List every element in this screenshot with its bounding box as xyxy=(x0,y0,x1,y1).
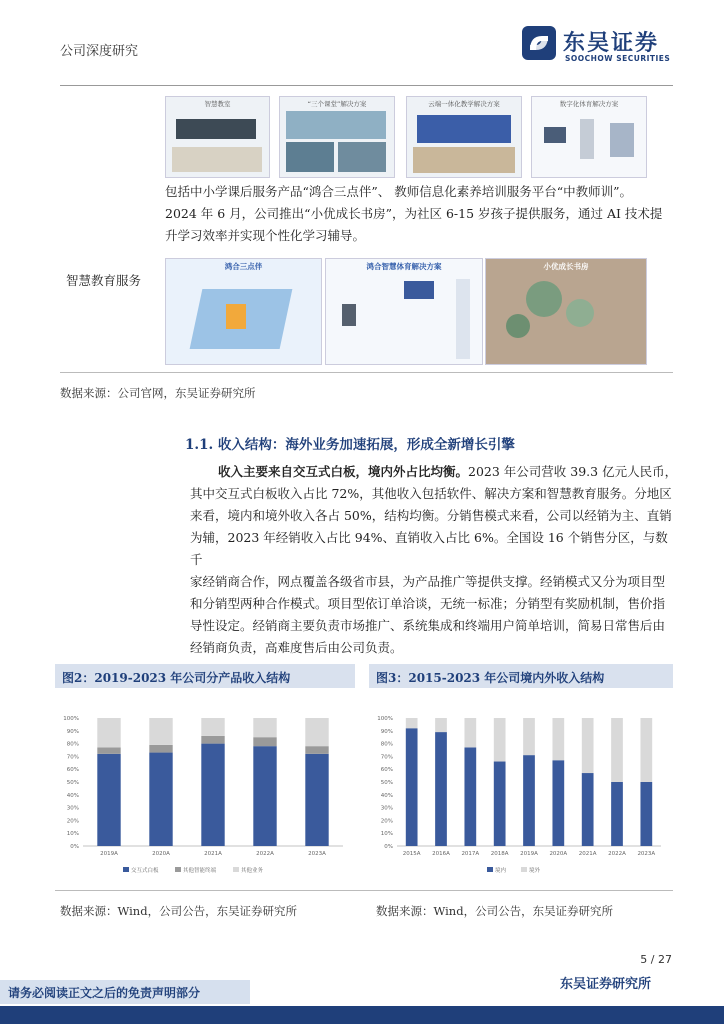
y-tick-label: 70% xyxy=(66,754,79,761)
bar-2021A-1 xyxy=(582,718,594,773)
legend-label: 境内 xyxy=(495,868,507,874)
bar-2018A-0 xyxy=(494,762,506,846)
fig3-chart xyxy=(369,712,673,888)
bar-2019A-2 xyxy=(97,718,120,747)
y-tick-label: 100% xyxy=(63,716,79,722)
bar-2020A-0 xyxy=(552,760,564,846)
legend-label: 交互式白板 xyxy=(131,868,159,874)
y-tick-label: 30% xyxy=(66,805,79,812)
table-source: 数据来源：公司官网，东吴证券研究所 xyxy=(60,386,256,400)
brand-logo-icon xyxy=(522,26,556,60)
bar-2022A-1 xyxy=(611,718,623,782)
x-tick-label: 2015A xyxy=(402,851,421,857)
y-tick-label: 20% xyxy=(380,818,393,825)
bar-2021A-2 xyxy=(201,718,224,736)
footer-brand: 东吴证券研究所 xyxy=(560,977,652,992)
x-tick-label: 2016A xyxy=(432,851,450,857)
y-tick-label: 60% xyxy=(66,767,79,774)
bar-2015A-1 xyxy=(406,718,418,728)
bar-2017A-0 xyxy=(464,747,476,846)
x-tick-label: 2019A xyxy=(100,851,118,857)
legend-swatch xyxy=(521,867,527,872)
bar-2022A-0 xyxy=(611,782,623,846)
y-tick-label: 70% xyxy=(380,754,393,761)
bar-2022A-1 xyxy=(253,737,276,746)
y-tick-label: 100% xyxy=(377,716,393,722)
y-tick-label: 80% xyxy=(66,741,79,748)
bar-2020A-1 xyxy=(149,745,172,753)
bar-2020A-1 xyxy=(552,718,564,760)
image-honghe-sports: 鸿合智慧体育解决方案 xyxy=(325,258,483,365)
report-type: 公司深度研究 xyxy=(60,44,139,59)
bar-2023A-1 xyxy=(640,718,652,782)
footer-bar xyxy=(0,1006,724,1024)
x-tick-label: 2020A xyxy=(549,851,568,857)
x-tick-label: 2017A xyxy=(461,851,480,857)
x-tick-label: 2023A xyxy=(308,851,326,857)
bar-2020A-2 xyxy=(149,718,172,745)
header-divider xyxy=(60,85,673,86)
legend-swatch xyxy=(175,867,181,872)
bar-2022A-2 xyxy=(253,718,276,737)
section-title: 1.1. 收入结构：海外业务加速拓展，形成全新增长引擎 xyxy=(185,437,515,453)
legend-label: 其他业务 xyxy=(241,868,264,874)
x-tick-label: 2021A xyxy=(578,851,597,857)
y-tick-label: 20% xyxy=(66,818,79,825)
y-tick-label: 10% xyxy=(66,831,79,838)
y-tick-label: 90% xyxy=(66,728,79,735)
y-tick-label: 0% xyxy=(70,844,79,850)
page-number: 5 / 27 xyxy=(640,953,672,966)
bar-2016A-1 xyxy=(435,718,447,732)
legend-swatch xyxy=(123,867,129,872)
y-tick-label: 0% xyxy=(384,844,393,850)
y-tick-label: 50% xyxy=(66,780,79,786)
image-smart-classroom: 智慧教室 xyxy=(165,96,270,178)
table-bottom-rule xyxy=(60,372,673,373)
x-tick-label: 2020A xyxy=(152,851,170,857)
legend-swatch xyxy=(487,867,493,872)
image-honghe-sandianban: 鸿合三点伴 xyxy=(165,258,322,365)
bar-2021A-1 xyxy=(201,736,224,744)
bar-2019A-1 xyxy=(523,718,535,755)
bar-2023A-2 xyxy=(305,718,328,746)
y-tick-label: 90% xyxy=(380,728,393,735)
section-body: 收入主要来自交互式白板，境内外占比均衡。2023 年公司营收 39.3 亿元人民币， 其中交互式白板收入占比 72%，其他收入包括软件、解决方案和智慧教育服务。分地区 来看，境内和境外收入各占 50%，结构均衡。分销售模式来看，公司以经销为主、直销 为辅，2023 年经销收入占比 94%、直销收入占比 6%。全国设 16 个销售分区，与数千 家经销商合作，网点覆盖各级省市县，为产品推广等提供支撑。经销模式又分为项目型 和分销型两种合作模式。项目型依订单洽谈，无统一标准；分销型有奖励机制，售价指 导性设定。经销商主要负责市场推广、系统集成和终端用户简单培训，简易日常售后由 经销商负责，高难度售后由公司负责。 xyxy=(190,464,678,655)
fig2-chart xyxy=(55,712,355,888)
x-tick-label: 2019A xyxy=(520,851,538,857)
bar-2022A-0 xyxy=(253,746,276,846)
y-tick-label: 40% xyxy=(66,792,79,799)
legend-label: 境外 xyxy=(529,868,541,874)
y-tick-label: 60% xyxy=(380,767,393,774)
bar-2017A-1 xyxy=(464,718,476,747)
y-tick-label: 40% xyxy=(380,792,393,799)
image-digital-pe: 数字化体育解决方案 xyxy=(531,96,647,178)
disclaimer-text: 请务必阅读正文之后的免责声明部分 xyxy=(8,986,201,1000)
bar-2016A-0 xyxy=(435,732,447,846)
y-tick-label: 80% xyxy=(380,741,393,748)
bar-2023A-0 xyxy=(305,754,328,846)
bar-2019A-0 xyxy=(97,754,120,846)
fig2-source: 数据来源：Wind，公司公告，东吴证券研究所 xyxy=(60,904,298,918)
x-tick-label: 2018A xyxy=(490,851,509,857)
legend-label: 其他智能终端 xyxy=(183,868,217,874)
bar-2023A-1 xyxy=(305,746,328,754)
bar-2019A-0 xyxy=(523,755,535,846)
fig3-title: 图3：2015-2023 年公司境内外收入结构 xyxy=(376,671,605,685)
figure-bottom-rule xyxy=(55,890,673,891)
y-tick-label: 10% xyxy=(380,831,393,838)
image-cloud-teaching: 云端一体化教学解决方案 xyxy=(406,96,522,178)
brand-name-en: SOOCHOW SECURITIES xyxy=(565,54,671,63)
bar-2023A-0 xyxy=(640,782,652,846)
brand-name-cn: 东吴证券 xyxy=(563,31,660,56)
x-tick-label: 2023A xyxy=(637,851,656,857)
fig3-source: 数据来源：Wind，公司公告，东吴证券研究所 xyxy=(376,904,614,918)
bar-2021A-0 xyxy=(201,744,224,846)
service-description: 包括中小学课后服务产品“鸿合三点伴”、 教师信息化素养培训服务平台“中教师训”。 2024 年 6 月，公司推出“小优成长书房”，为社区 6-15 岁孩子提供服务，通过 AI 技术提 升学习效率并实现个性化学习辅导。 xyxy=(165,184,663,243)
y-tick-label: 30% xyxy=(380,805,393,812)
row-label-smart-education: 智慧教育服务 xyxy=(66,273,142,288)
bar-2020A-0 xyxy=(149,753,172,846)
fig2-title: 图2：2019-2023 年公司分产品收入结构 xyxy=(62,671,291,685)
bar-2015A-0 xyxy=(406,728,418,846)
legend-swatch xyxy=(233,867,239,872)
x-tick-label: 2022A xyxy=(256,851,274,857)
y-tick-label: 50% xyxy=(380,780,393,786)
image-xiaoyou-study: 小优成长书房 xyxy=(485,258,647,365)
bar-2019A-1 xyxy=(97,747,120,753)
x-tick-label: 2022A xyxy=(608,851,626,857)
image-three-classrooms: “三个课堂”解决方案 xyxy=(279,96,395,178)
bar-2021A-0 xyxy=(582,773,594,846)
x-tick-label: 2021A xyxy=(204,851,222,857)
bar-2018A-1 xyxy=(494,718,506,762)
